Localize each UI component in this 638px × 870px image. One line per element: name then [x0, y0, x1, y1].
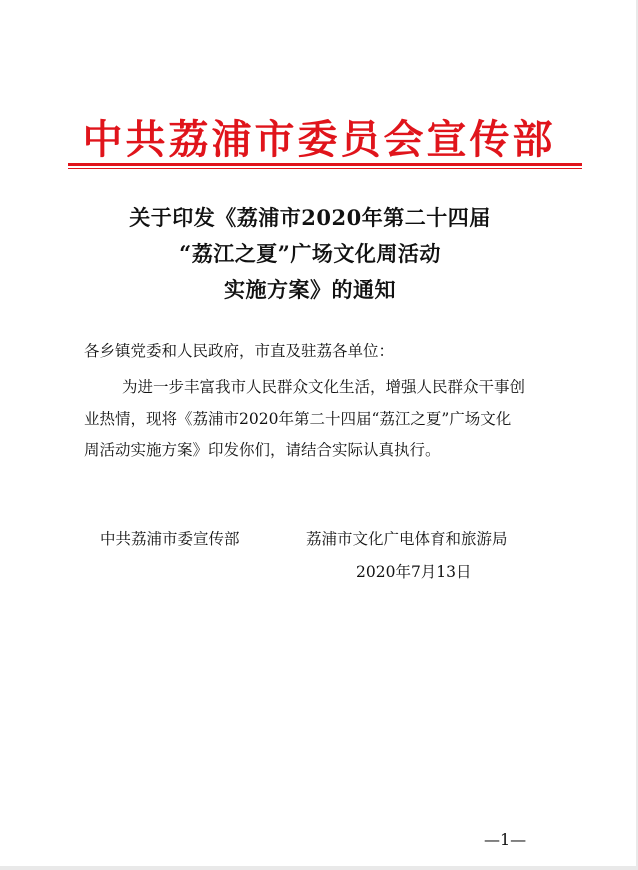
- body-line: 周活动实施方案》印发你们，请结合实际认真执行。: [84, 441, 441, 459]
- issuer-culture-bureau: 荔浦市文化广电体育和旅游局: [306, 530, 508, 548]
- document-title-line: 实施方案》的通知: [224, 277, 396, 302]
- letterhead-red-rule: [68, 163, 582, 166]
- letterhead-red-rule-thin: [68, 168, 582, 169]
- body-paragraph: [84, 372, 572, 467]
- page-number: —1—: [484, 830, 527, 849]
- salutation: 各乡镇党委和人民政府，市直及驻荔各单位：: [84, 342, 395, 360]
- document-title-line: 关于印发《荔浦市2020年第二十四届: [129, 205, 491, 230]
- document-title-line: “荔江之夏”广场文化周活动: [179, 241, 441, 266]
- document-title: [100, 200, 520, 308]
- letterhead-title: 中共荔浦市委员会宣传部: [82, 117, 556, 163]
- body-line: 为进一步丰富我市人民群众文化生活，增强人民群众干事创: [122, 378, 526, 396]
- issuer-propaganda-department: 中共荔浦市委宣传部: [100, 530, 240, 548]
- body-line: 业热情，现将《荔浦市2020年第二十四届“荔江之夏”广场文化: [84, 409, 512, 428]
- issue-date: 2020年7月13日: [356, 563, 472, 581]
